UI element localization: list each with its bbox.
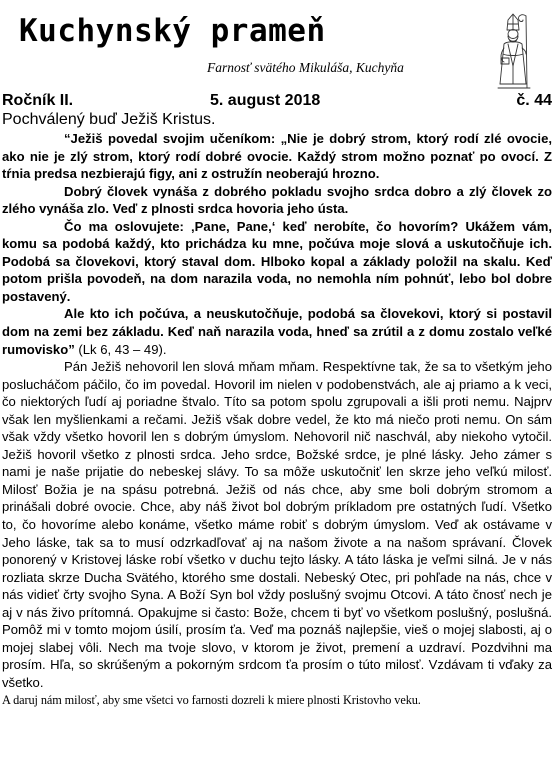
closing-line: A daruj nám milosť, aby sme všetci vo farnosti dozreli k miere plnosti Kristovho veku. xyxy=(2,692,421,707)
reflection-paragraph: Pán Ježiš nehovoril len slová mňam mňam. Respektívne tak, že sa to všetkým jeho poslucháčom páčilo, čo im povedal. Hovoril im nielen v podobenstvách, ale aj priamo a k veci, čo niektorých ľudí aj poriadne štvalo. Títo sa potom spolu zgrupovali a išli proti nemu. Najprv však len myšlienkami a rečami. Ježiš však dobre vedel, že kto má niečo proti nemu. On sám však vždy všetko hovoril len s dobrým úmyslom. Nehovoril nič naschvál, aby niekoho vytočil. Ježiš hovoril všetko z plnosti srdca. Jeho srdce, Božské srdce, je plné lásky. Jeho zámer s nami je naše prijatie do nebeskej slávy. To sa môže uskutočniť len skrze jeho veľkú milosť. Milosť Božia je na spásu potrebná. Ježiš od nás chce, aby sme boli dobrým stromom a prinášali dobré ovocie. Chce, aby náš život bol dobrým príkladom pre ostatných ľudí. Všetko to, čo hovoríme alebo konáme, všetko máme robiť s dobrým úmyslom. Veď ak ostávame v Jeho láske, tak sa to musí odzrkadľovať aj na našom živote a na našom správaní. Človek ponorený v Kristovej láske robí všetko v duchu tejto lásky. A táto láska je veľmi silná. Je v nás rozliata skrze Ducha Svätého, ktorého sme dostali. Nebeský Otec, pri pohľade na nás, chce v nás vidieť črty svojho Syna. A Boží Syn bol vždy poslušný svojmu Otcovi. A táto čnosť nech je aj v nás živo prítomná. Opakujme si často: Bože, chcem ti byť vo všetkom poslušný, poslušná. Pomôž mi v tomto mojom úsilí, prosím ťa. Veď ma poznáš najlepšie, vieš o mojej slabosti, aj o mojej slabej vôli. Nech ma tvoje slovo, v ktorom je život, premení a uzdraví. Pozdvihni ma prosím. Hľa, so skrúšeným a pokorným srdcom ťa prosím o túto milosť. Vzdávam ti vďaky za všetko. xyxy=(2,359,552,690)
saint-nicholas-bishop-icon xyxy=(494,10,538,92)
masthead xyxy=(17,0,540,92)
gospel-quote-paragraph: Čo ma oslovujete: ‚Pane, Pane,‘ keď nerobíte, čo hovorím? Ukážem vám, komu sa podobá každý, kto prichádza ku mne, počúva moje slová a uskutočňuje ich. Podobá sa človekovi, ktorý staval dom. Hlboko kopal a základy položil na skalu. Keď potom prišla povodeň, na dom narazila voda, no nemohla ním pohnúť, lebo bol dobre postavený. xyxy=(2,218,552,304)
gospel-quote-paragraph-last xyxy=(2,305,552,358)
volume-label: Ročník II. xyxy=(2,92,74,109)
parish-subtitle: Farnosť svätého Mikuláša, Kuchyňa xyxy=(207,60,404,75)
article-body xyxy=(2,130,552,709)
newsletter-title: Kuchynský prameň xyxy=(19,13,326,49)
issue-date: 5. august 2018 xyxy=(210,92,321,109)
issue-info-row xyxy=(0,91,554,111)
greeting: Pochválený buď Ježiš Kristus. xyxy=(2,111,216,128)
gospel-quote-paragraph: “Ježiš povedal svojim učeníkom: „Nie je dobrý strom, ktorý rodí zlé ovocie, ako nie je zlý strom, ktorý rodí dobré ovocie. Každý strom možno poznať po ovocí. Z tŕnia predsa nezbierajú figy, ani z ostružín neoberajú hrozno. xyxy=(2,131,552,182)
issue-number: č. 44 xyxy=(516,92,552,109)
gospel-quote-paragraph: Dobrý človek vynáša z dobrého pokladu svojho srdca dobro a zlý človek zo zlého vynáša zlo. Veď z plnosti srdca hovoria jeho ústa. xyxy=(2,183,552,217)
scripture-reference: (Lk 6, 43 – 49). xyxy=(74,341,167,357)
gospel-quote-text: Ale kto ich počúva, a neuskutočňuje, podobá sa človekovi, ktorý si postavil dom na zemi bez základu. Keď naň narazila voda, hneď sa zrútil a z domu zostalo veľké rumovisko” xyxy=(2,306,552,357)
